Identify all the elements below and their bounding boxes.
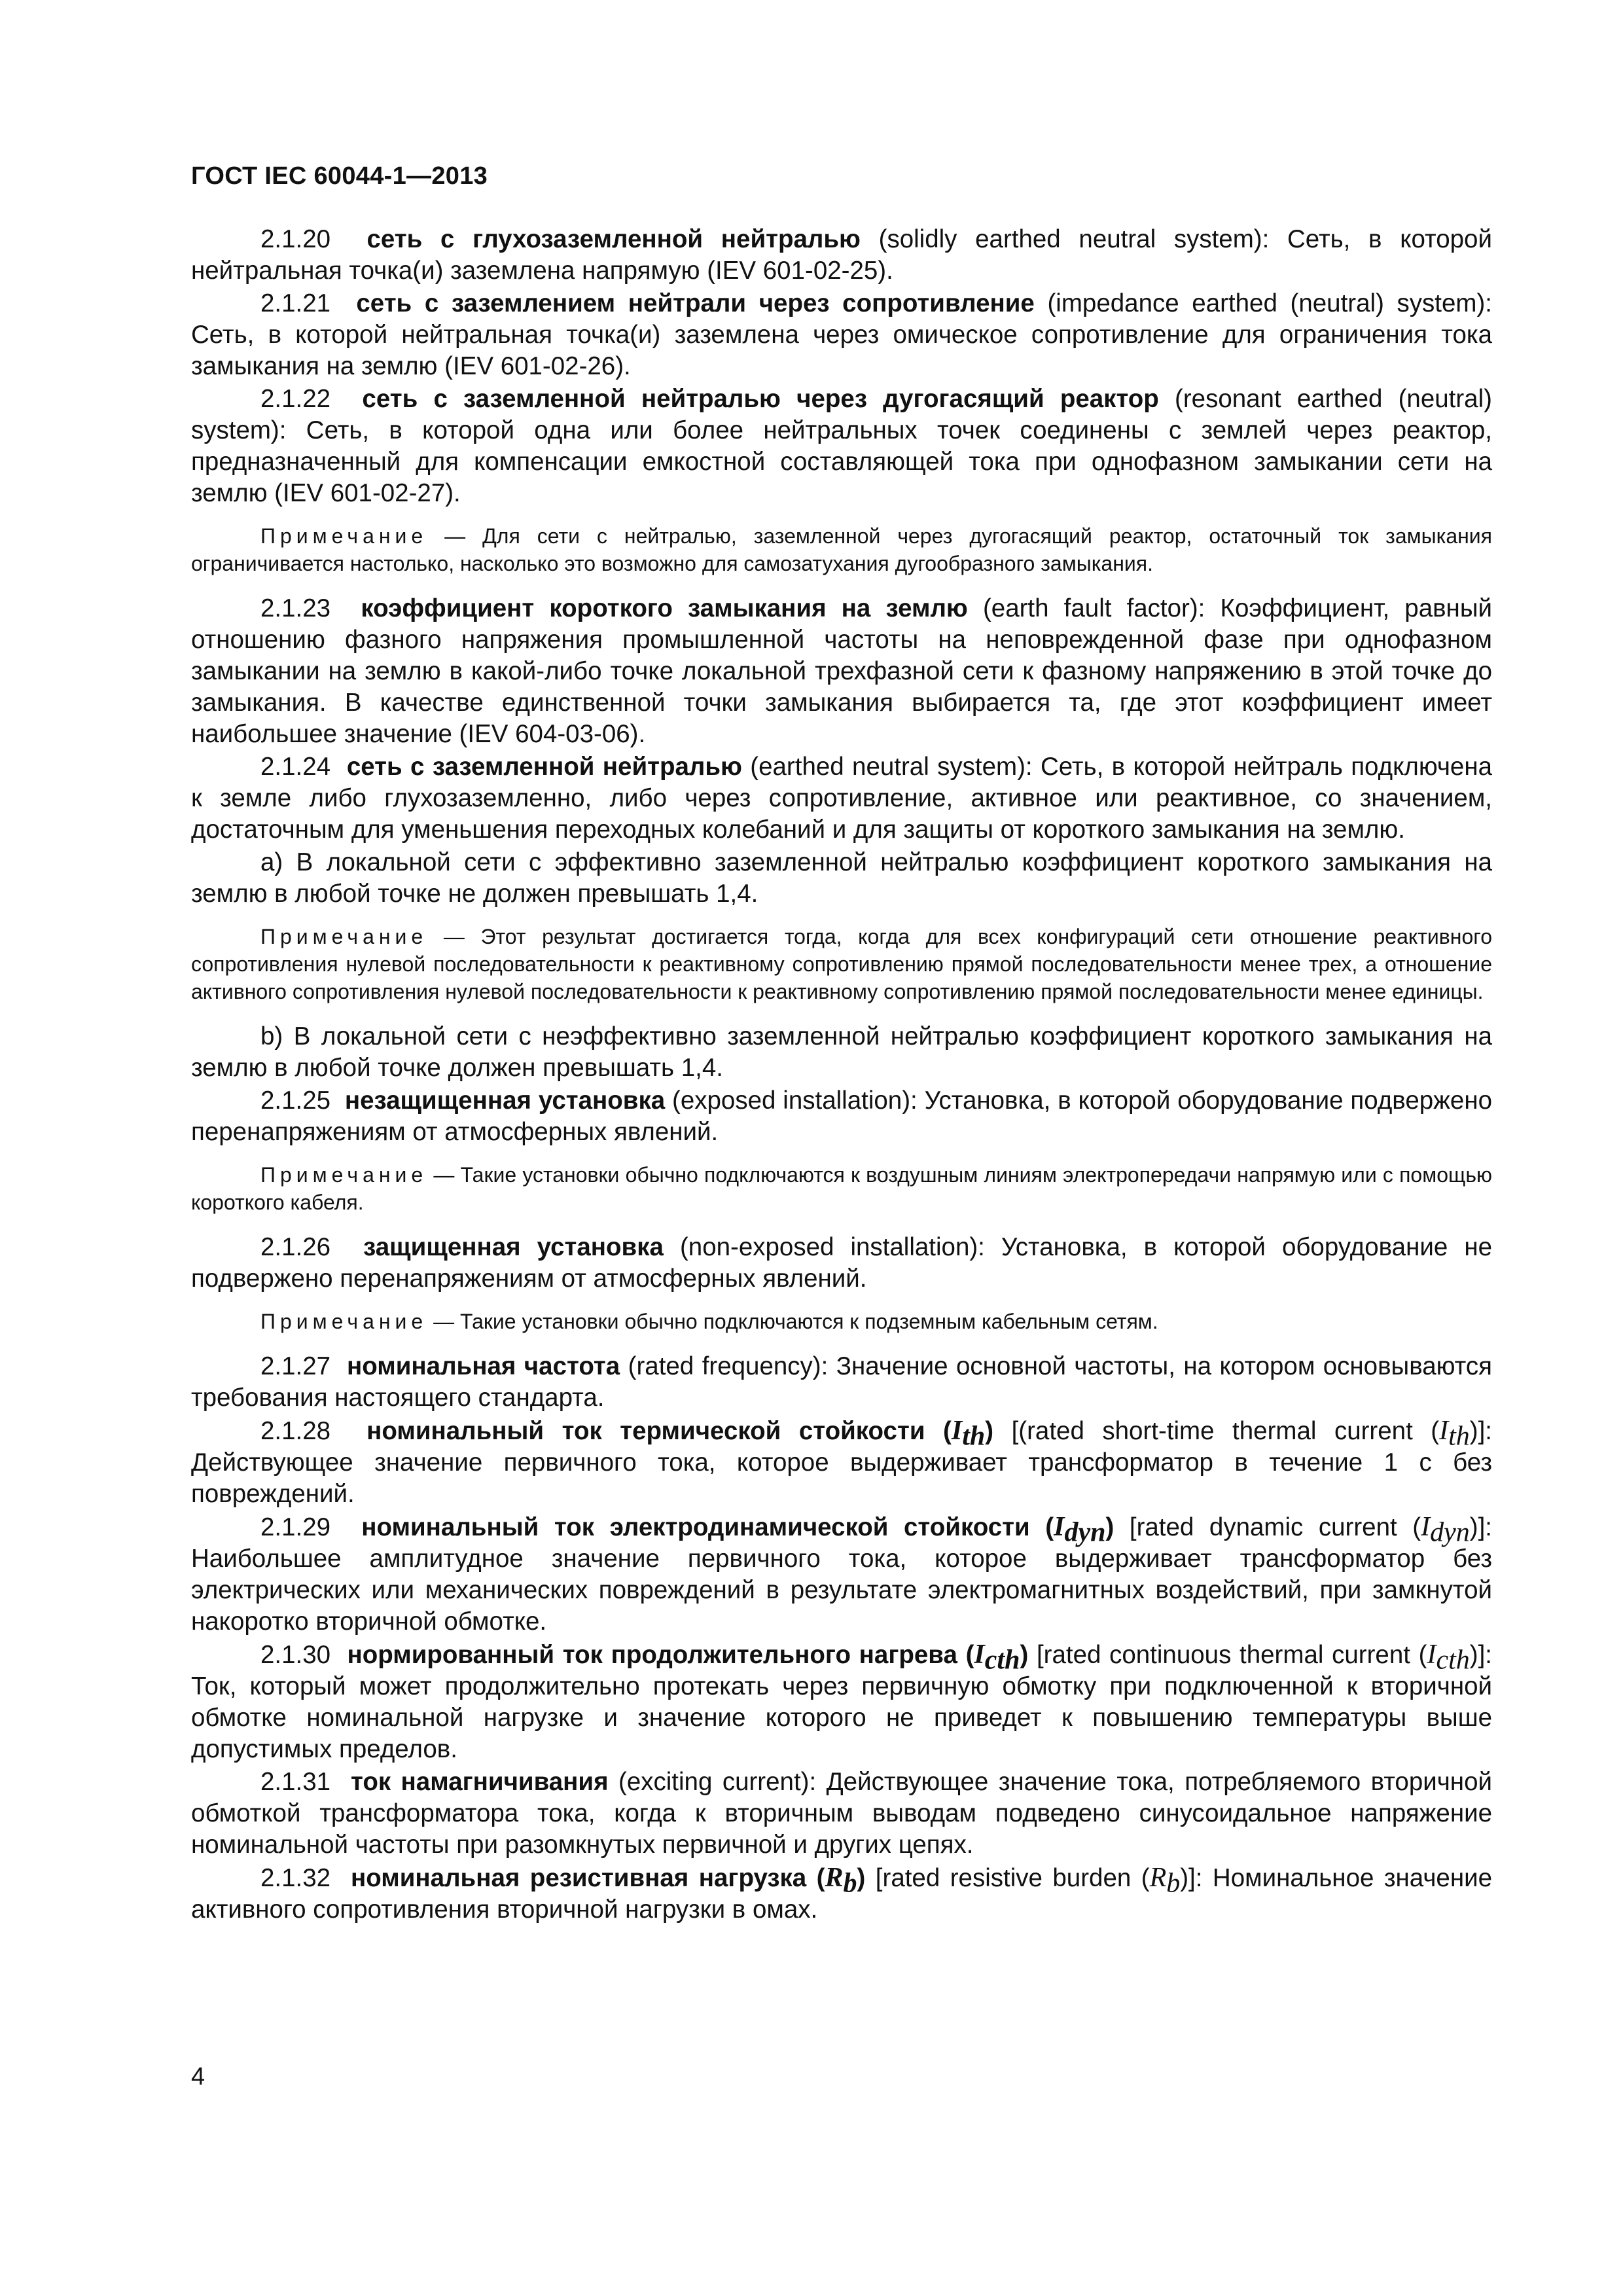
clause-number: 2.1.20 [260, 225, 331, 253]
clause-text: (exposed installation): Установка, в которой оборудование подвержено перенапряжениям от атмосферных явлений. [191, 1086, 1492, 1146]
text-symbol-subscript: cth [1436, 1645, 1470, 1676]
term-symbol: R [825, 1863, 844, 1893]
document-header: ГОСТ IEC 60044-1—2013 [191, 162, 488, 190]
clause-number: 2.1.29 [260, 1513, 331, 1541]
clause-term: сеть с заземленной нейтралью через дугогасящий реактор [362, 385, 1159, 413]
text-symbol: I [1439, 1416, 1449, 1446]
clause-term: ток намагничивания [350, 1768, 609, 1796]
clause-text: [(rated short-time thermal current ( [993, 1417, 1440, 1445]
text-symbol: I [1421, 1512, 1431, 1542]
clause-number: 2.1.31 [260, 1768, 331, 1796]
term-close: ) [1020, 1641, 1029, 1669]
clause-2-1-21 [191, 288, 1492, 382]
item-a: a) В локальной сети с эффективно заземленной нейтралью коэффициент короткого замыкания на землю в любой точке не должен превышать 1,4. [191, 848, 1492, 908]
clause-text: [rated resistive burden ( [865, 1864, 1150, 1892]
clause-number: 2.1.23 [260, 594, 331, 622]
clause-term: нормированный ток продолжительного нагрева ( [347, 1641, 974, 1669]
clause-term: коэффициент короткого замыкания на землю [361, 594, 968, 622]
clause-text: (non-exposed installation): Установка, в которой оборудование не подвержено перенапряжениям от атмосферных явлений. [191, 1233, 1492, 1293]
clause-term: сеть с заземленной нейтралью [346, 753, 742, 781]
clause-term: сеть с заземлением нейтрали через сопротивление [356, 289, 1035, 317]
clause-text: (impedance earthed (neutral) system): Сеть, в которой нейтральная точка(и) заземлена через омическое сопротивление для ограничения тока замыкания на землю (IEV 601-02-26). [191, 289, 1493, 380]
clause-term: номинальный ток термической стойкости ( [366, 1417, 952, 1445]
text-symbol-subscript: th [1448, 1421, 1470, 1452]
clause-term: номинальный ток электродинамической стойкости ( [361, 1513, 1054, 1541]
term-symbol-subscript: cth [984, 1645, 1020, 1676]
note-text: — Этот результат достигается тогда, когда для всех конфигураций сети отношение реактивного сопротивления нулевой последовательности к реактивному сопротивлению прямой последовательности менее трех, а отношение активного сопротивления нулевой последовательности к реактивному сопротивлению прямой последовательности менее единицы. [191, 925, 1492, 1003]
clause-number: 2.1.28 [260, 1417, 331, 1445]
term-symbol: I [974, 1640, 985, 1670]
clause-text: (exciting current): Действующее значение тока, потребляемого вторичной обмоткой трансформатора тока, когда к вторичным выводам подведено синусоидальное напряжение номинальной частоты при разомкнутых первичной и других цепях. [191, 1768, 1492, 1859]
clause-2-1-25 [191, 1085, 1492, 1148]
clause-2-1-26 [191, 1232, 1492, 1295]
term-symbol-subscript: th [962, 1421, 986, 1452]
note-4 [191, 1308, 1492, 1335]
term-symbol-subscript: dyn [1064, 1517, 1106, 1548]
clause-text: (earth fault factor): Коэффициент, равный отношению фазного напряжения промышленной частоты на неповрежденной фазе при однофазном замыкании на землю в какой-либо точке локальной трехфазной сети к фазному напряжению в этой точке до замыкания. В качестве единственной точки замыкания выбирается та, где этот коэффициент имеет наибольшее значение (IEV 604-03-06). [191, 594, 1492, 748]
clause-text: (earthed neutral system): Сеть, в которой нейтраль подключена к земле либо глухозаземленно, либо через сопротивление, активное или реактивное, со значением, достаточным для уменьшения переходных колебаний и для защиты от короткого замыкания на землю. [191, 753, 1492, 844]
note-label: Примечание [260, 1163, 428, 1187]
clause-2-1-29 [191, 1511, 1492, 1638]
term-symbol-subscript: b [843, 1868, 857, 1899]
note-2 [191, 923, 1492, 1005]
clause-number: 2.1.26 [260, 1233, 331, 1261]
clause-2-1-22 [191, 384, 1492, 509]
clause-number: 2.1.32 [260, 1864, 331, 1892]
term-close: ) [857, 1864, 866, 1892]
note-1 [191, 522, 1492, 577]
clause-text: (resonant earthed (neutral) system): Сеть, в которой одна или более нейтральных точек соединены с землей через реактор, предназначенный для компенсации емкостной составляющей тока при однофазном замыкании сети на землю (IEV 601-02-27). [191, 385, 1492, 507]
clause-2-1-31 [191, 1767, 1492, 1861]
note-text: — Такие установки обычно подключаются к подземным кабельным сетям. [427, 1310, 1158, 1333]
clause-text: (solidly earthed neutral system): Сеть, в которой нейтральная точка(и) заземлена напрямую (IEV 601-02-25). [191, 225, 1492, 285]
note-text: — Такие установки обычно подключаются к воздушным линиям электропередачи напрямую или с помощью короткого кабеля. [191, 1163, 1492, 1214]
clause-2-1-28 [191, 1415, 1492, 1510]
term-close: ) [1105, 1513, 1115, 1541]
clause-term: номинальная частота [347, 1352, 620, 1380]
clause-text-cont: )]: Действующее значение первичного тока, которое выдерживает трансформатор в течение 1 с без повреждений. [191, 1417, 1492, 1508]
clause-number: 2.1.27 [260, 1352, 331, 1380]
clause-text-cont: )]: Наибольшее амплитудное значение первичного тока, которое выдерживает трансформатор без электрических или механических повреждений в результате электромагнитных воздействий, при замкнутой накоротко вторичной обмотке. [191, 1513, 1492, 1636]
clause-text: [rated continuous thermal current ( [1028, 1641, 1427, 1669]
clause-2-1-30 [191, 1639, 1492, 1765]
clause-term: незащищенная установка [344, 1086, 666, 1115]
page-number: 4 [191, 2063, 205, 2090]
note-label: Примечание [260, 524, 428, 548]
clause-number: 2.1.25 [260, 1086, 331, 1115]
text-symbol: I [1427, 1640, 1436, 1670]
clause-2-1-24 [191, 751, 1492, 846]
clause-2-1-20 [191, 224, 1492, 287]
clause-text: (rated frequency): Значение основной частоты, на котором основываются требования настоящего стандарта. [191, 1352, 1492, 1412]
document-body [191, 224, 1492, 1927]
text-symbol-subscript: dyn [1430, 1517, 1470, 1548]
clause-term: сеть с глухозаземленной нейтралью [366, 225, 861, 253]
clause-text: [rated dynamic current ( [1114, 1513, 1421, 1541]
item-b: b) В локальной сети с неэффективно заземленной нейтралью коэффициент короткого замыкания на землю в любой точке должен превышать 1,4. [191, 1022, 1492, 1082]
term-symbol: I [951, 1416, 963, 1446]
clause-term: номинальная резистивная нагрузка ( [351, 1864, 825, 1892]
clause-text-cont: )]: Ток, который может продолжительно протекать через первичную обмотку при подключенной к вторичной обмотке номинальной нагрузке и значение которого не приведет к повышению температуры выше допустимых пределов. [191, 1641, 1492, 1763]
clause-number: 2.1.22 [260, 385, 331, 413]
clause-number: 2.1.24 [260, 753, 331, 781]
clause-number: 2.1.21 [260, 289, 331, 317]
clause-term: защищенная установка [363, 1233, 664, 1261]
clause-number: 2.1.30 [260, 1641, 331, 1669]
note-3 [191, 1161, 1492, 1216]
note-label: Примечание [260, 1310, 428, 1333]
note-text: — Для сети с нейтралью, заземленной через дугогасящий реактор, остаточный ток замыкания ограничивается настолько, насколько это возможно для самозатухания дугообразного замыкания. [191, 524, 1492, 575]
clause-2-1-27 [191, 1351, 1492, 1414]
clause-2-1-23 [191, 593, 1492, 750]
clause-2-1-32 [191, 1862, 1492, 1926]
clause-text-cont: )]: Номинальное значение активного сопротивления вторичной нагрузки в омах. [191, 1864, 1492, 1924]
text-symbol: R [1149, 1863, 1167, 1893]
text-symbol-subscript: b [1166, 1868, 1181, 1899]
term-symbol: I [1054, 1512, 1065, 1542]
term-close: ) [985, 1417, 994, 1445]
note-label: Примечание [260, 925, 428, 948]
